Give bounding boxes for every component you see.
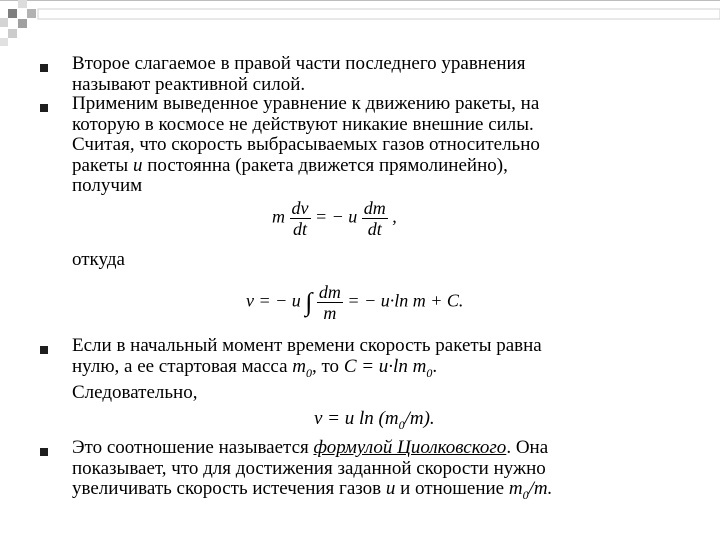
text-line: Считая, что скорость выбрасываемых газов относительно (72, 134, 540, 155)
bullet-marker (40, 104, 48, 112)
bullet-text: Это соотношение называется формулой Циолковского. Она показывает, что для достижения заданной скорости нужно увеличивать скорость истечения газов u и отношение $m_0/m$. (72, 437, 553, 502)
tsiolkovsky-formula-link[interactable]: формулой Циолковского (313, 437, 507, 458)
text-line: Второе слагаемое в правой части последнего уравнения (72, 53, 526, 74)
fraction-dv-dt: $\frac{dv}{dt}$ (291, 198, 309, 239)
bullet-text (72, 94, 540, 197)
text-line: Следовательно, (72, 381, 198, 403)
text-line: которую в космосе не действуют никакие внешние силы. (72, 113, 534, 135)
fraction-dm-m: $\frac{dm}{m}$ (318, 282, 341, 323)
text-line: Это соотношение называется (72, 437, 314, 458)
fraction-dm-dt: $\frac{dm}{dt}$ (363, 198, 386, 239)
text-line: увеличивать скорость истечения газов (72, 478, 386, 499)
text-line: постоянна (ракета движется прямолинейно), (142, 154, 508, 176)
bullet-text (72, 54, 525, 95)
bullet-text: Если в начальный момент времени скорость ракеты равна нулю, а ее стартовая масса $m_0$, то C = u·ln $m_0$. Следовательно, (72, 335, 542, 403)
integral-sign: ∫ (305, 287, 313, 317)
bullet-marker (40, 64, 48, 72)
text-line: Применим выведенное уравнение к движению ракеты, на (72, 93, 540, 114)
equation-momentum: m $\frac{dv}{dt}$ = − u $\frac{dm}{dt}$ , (272, 198, 397, 239)
equation-result: v = u $\ln (m_0/m)$. (314, 408, 435, 432)
text-line: называют реактивной силой. (72, 73, 306, 95)
bullet-marker (40, 346, 48, 354)
text-line: показывает, что для достижения заданной скорости нужно (72, 457, 546, 479)
text-line: нулю, а ее стартовая масса (72, 355, 293, 377)
var-u: u (132, 154, 143, 176)
text-line: откуда (72, 249, 125, 270)
text-line: Если в начальный момент времени скорость ракеты равна (72, 335, 542, 356)
bullet-marker (40, 448, 48, 456)
equation-integral: v = − u ∫ $\frac{dm}{m}$ = − u·ln m + C. (246, 282, 464, 323)
text-line: получим (72, 175, 143, 196)
text-line: ракеты (72, 154, 133, 176)
